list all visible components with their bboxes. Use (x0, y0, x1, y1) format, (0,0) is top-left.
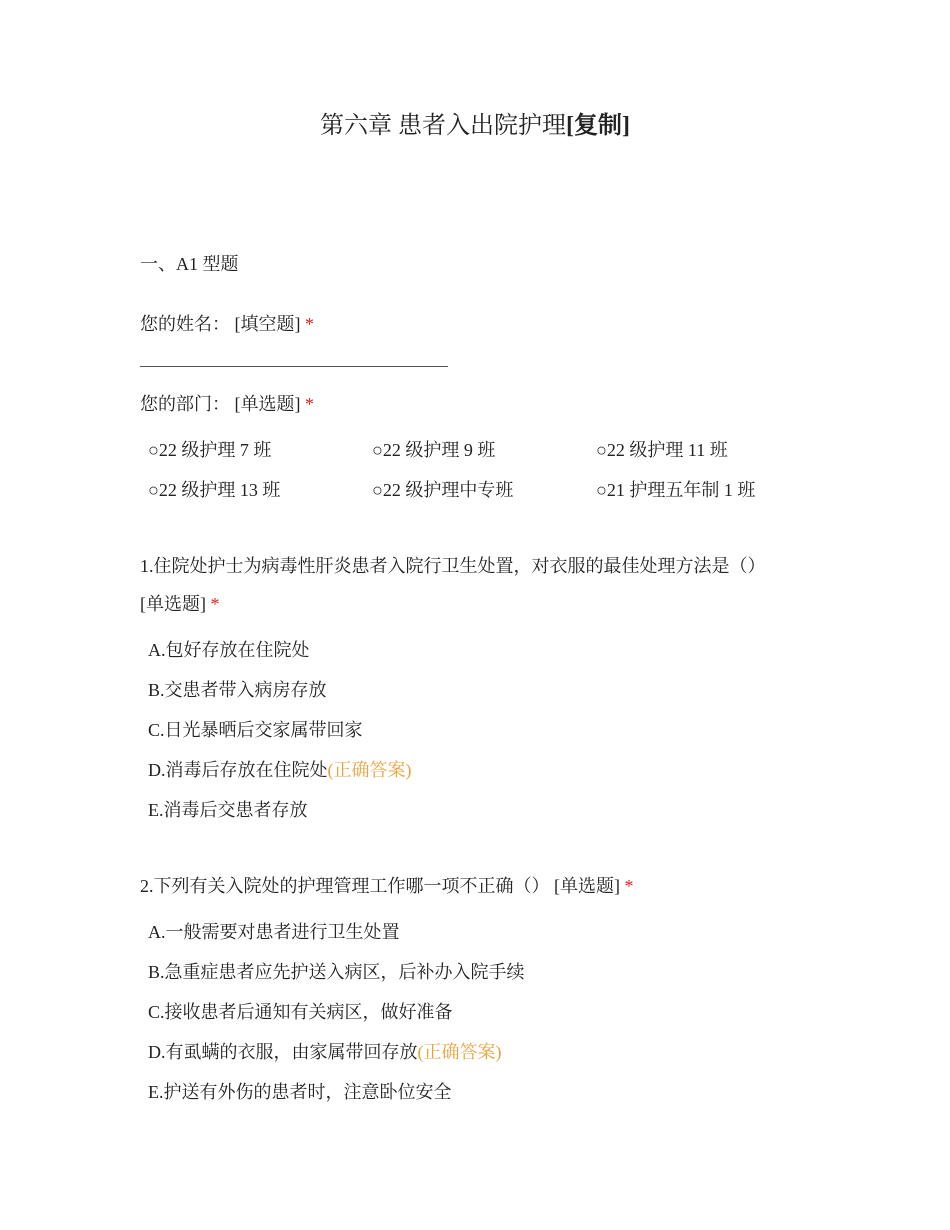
name-question (140, 311, 314, 337)
page-title-main: 第六章 患者入出院护理 (320, 113, 566, 139)
name-question-label: 您的姓名： (140, 314, 230, 334)
question-1-option-d-text: D.消毒后存放在住院处 (148, 760, 328, 780)
page-title-suffix: [复制] (566, 113, 630, 139)
question-2-option-c[interactable]: C.接收患者后通知有关病区，做好准备 (148, 1002, 453, 1022)
question-1-text: 1.住院处护士为病毒性肝炎患者入院行卫生处置，对衣服的最佳处理方法是（） (140, 556, 766, 576)
dept-option[interactable]: ○22 级护理中专班 (372, 480, 514, 500)
section-heading: 一、A1 型题 (140, 254, 239, 274)
question-1-option-c[interactable]: C.日光暴晒后交家属带回家 (148, 720, 363, 740)
question-1-option-e[interactable]: E.消毒后交患者存放 (148, 800, 308, 820)
dept-option[interactable]: ○21 护理五年制 1 班 (596, 480, 756, 500)
dept-question (140, 391, 314, 417)
required-mark: * (305, 314, 314, 334)
question-2-type: [单选题] (554, 876, 620, 896)
correct-answer-label: (正确答案) (327, 760, 412, 780)
name-question-type: [填空题] (234, 314, 301, 334)
question-2-option-e[interactable]: E.护送有外伤的患者时，注意卧位安全 (148, 1082, 452, 1102)
dept-question-label: 您的部门： (140, 394, 230, 414)
page-title (0, 110, 950, 142)
question-2-option-d[interactable] (148, 1039, 502, 1065)
dept-question-type: [单选题] (234, 394, 301, 414)
correct-answer-label: (正确答案) (417, 1042, 502, 1062)
question-1-option-d[interactable] (148, 757, 412, 783)
dept-option[interactable]: ○22 级护理 11 班 (596, 440, 728, 460)
question-2-text: 2.下列有关入院处的护理管理工作哪一项不正确（） (140, 876, 550, 896)
question-2-option-a[interactable]: A.一般需要对患者进行卫生处置 (148, 922, 400, 942)
dept-option[interactable]: ○22 级护理 13 班 (148, 480, 281, 500)
question-1-option-b[interactable]: B.交患者带入病房存放 (148, 680, 327, 700)
required-mark: * (305, 394, 314, 414)
question-1-option-a[interactable]: A.包好存放在住院处 (148, 640, 310, 660)
required-mark: * (210, 594, 220, 614)
name-input-line[interactable] (140, 366, 448, 367)
dept-option[interactable]: ○22 级护理 9 班 (372, 440, 496, 460)
required-mark: * (624, 876, 634, 896)
question-2-option-b[interactable]: B.急重症患者应先护送入病区，后补办入院手续 (148, 962, 525, 982)
question-2-option-d-text: D.有虱螨的衣服，由家属带回存放 (148, 1042, 418, 1062)
question-1-type-line (140, 591, 220, 617)
dept-option[interactable]: ○22 级护理 7 班 (148, 440, 272, 460)
question-1-type: [单选题] (140, 594, 206, 614)
question-2-line (140, 873, 634, 899)
